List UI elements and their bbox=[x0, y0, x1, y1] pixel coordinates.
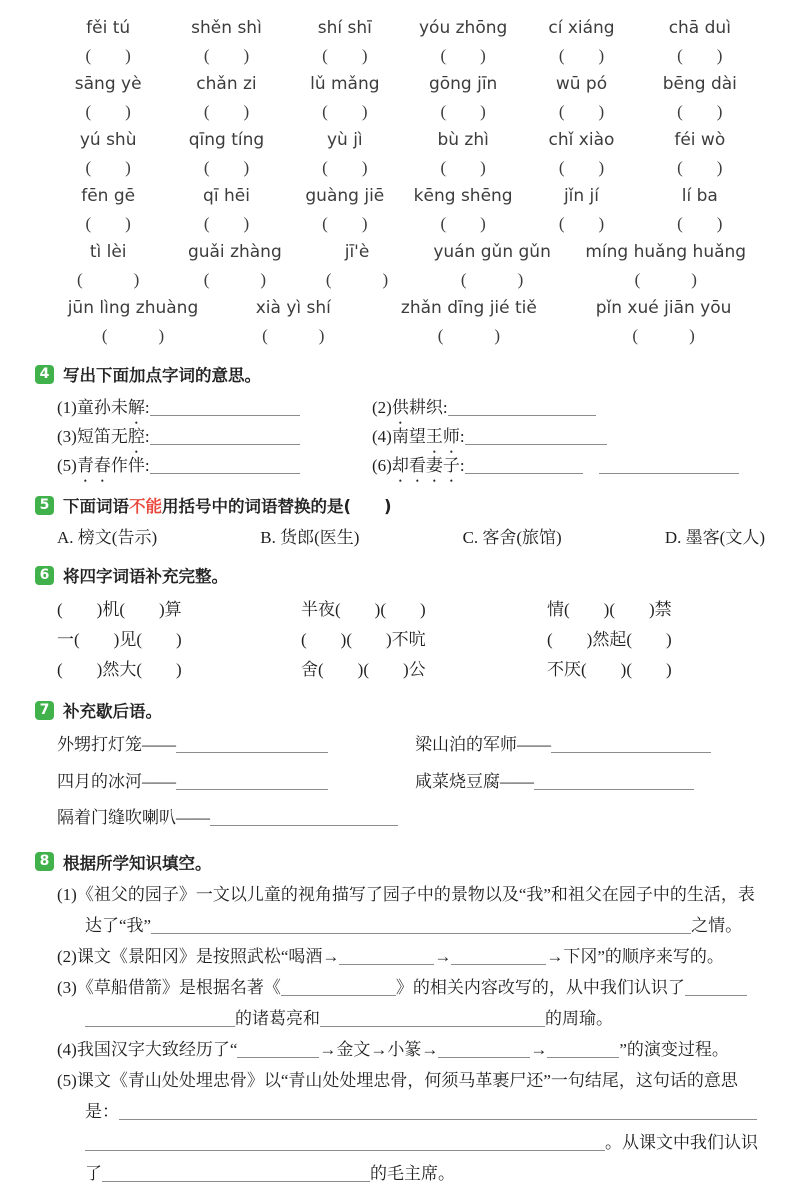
paren-blank: ( ) bbox=[558, 158, 605, 177]
exercise-item bbox=[57, 451, 372, 480]
pinyin-cell bbox=[404, 70, 522, 125]
xiehouyu-item bbox=[57, 764, 415, 801]
fill-in-item bbox=[57, 972, 765, 1034]
section-5 bbox=[35, 493, 765, 550]
exercise-item bbox=[57, 422, 372, 451]
item-label: (1) bbox=[57, 398, 77, 417]
pinyin-cell bbox=[49, 70, 167, 125]
pinyin-cell bbox=[286, 182, 404, 237]
idiom-blank: 不厌( )( ) bbox=[547, 660, 672, 679]
option-b: B. 货郎(医生) bbox=[260, 528, 360, 547]
paren-blank: ( ) bbox=[558, 46, 605, 65]
pinyin-word: qī hēi bbox=[203, 186, 250, 206]
section-5-title bbox=[63, 493, 392, 517]
answer-blank bbox=[85, 1009, 235, 1026]
pinyin-word: zhǎn dīng jié tiě bbox=[400, 298, 537, 318]
section-7 bbox=[35, 698, 765, 837]
pinyin-exercise bbox=[35, 14, 765, 349]
answer-blank bbox=[237, 1040, 319, 1057]
paren-blank: ( ) bbox=[437, 326, 501, 345]
xiehouyu-item bbox=[415, 764, 765, 801]
text-segment: (5)课文《青山处处埋忠骨》以“青山处处埋忠骨，何须马革裹尸还”一句结尾，这句话的意思是： bbox=[57, 1070, 738, 1121]
answer-blank bbox=[339, 947, 434, 964]
char: 看 bbox=[408, 456, 426, 475]
section-7-badge: 7 bbox=[35, 701, 54, 720]
exercise-item bbox=[57, 393, 372, 422]
pinyin-cell bbox=[641, 14, 759, 69]
text-segment: 四月的冰河—— bbox=[57, 771, 176, 791]
paren-blank: ( ) bbox=[203, 158, 250, 177]
section-8-items bbox=[35, 879, 765, 1189]
pinyin-word: féi wò bbox=[674, 130, 726, 150]
pinyin-row bbox=[49, 182, 759, 237]
char: 笛 bbox=[93, 427, 111, 446]
dotted-phrase bbox=[77, 427, 145, 446]
idiom-blank: ( )机( )算 bbox=[57, 600, 182, 619]
pinyin-word: yuán gǔn gǔn bbox=[433, 242, 551, 262]
pinyin-cell bbox=[522, 70, 640, 125]
pinyin-row bbox=[49, 14, 759, 69]
section-4 bbox=[35, 362, 765, 480]
pinyin-word: fěi tú bbox=[86, 18, 131, 38]
dotted-phrase bbox=[77, 398, 145, 417]
paren-blank: ( ) bbox=[558, 102, 605, 121]
item-tail bbox=[460, 427, 607, 446]
text-segment: 。从课文中我们认识 bbox=[605, 1132, 758, 1152]
pinyin-cell bbox=[641, 182, 759, 237]
char: 未 bbox=[110, 398, 128, 417]
paren-blank: ( ) bbox=[460, 270, 524, 289]
item-label: (5) bbox=[57, 456, 77, 475]
idiom-blank: 半夜( )( ) bbox=[301, 600, 426, 619]
section-8 bbox=[35, 850, 765, 1189]
text-segment: →下冈”的顺序来写的。 bbox=[546, 946, 724, 966]
char: 短 bbox=[76, 427, 94, 446]
dotted-phrase bbox=[392, 398, 443, 417]
answer-blank bbox=[119, 1102, 757, 1119]
pinyin-word: fēn gē bbox=[81, 186, 136, 206]
exercise-item bbox=[372, 451, 765, 480]
pinyin-cell bbox=[302, 238, 411, 293]
answer-blank bbox=[685, 978, 747, 995]
section-8-badge: 8 bbox=[35, 852, 54, 871]
option-d: D. 墨客(文人) bbox=[664, 528, 765, 547]
char: 供 bbox=[391, 398, 409, 417]
item-tail bbox=[460, 456, 739, 475]
text-segment: 之情。 bbox=[691, 915, 743, 935]
dotted-phrase bbox=[392, 456, 460, 475]
paren-blank: ( ) bbox=[203, 214, 250, 233]
paren-blank: ( ) bbox=[440, 214, 486, 233]
pinyin-cell bbox=[49, 294, 217, 349]
answer-blank bbox=[438, 1040, 530, 1057]
section-7-title: 补充歇后语。 bbox=[63, 702, 162, 721]
paren-blank: ( ) bbox=[322, 158, 368, 177]
char: 师 bbox=[442, 427, 460, 446]
section-7-heading bbox=[35, 698, 765, 722]
answer-blank bbox=[448, 399, 596, 416]
idiom-blank: 舍( )( )公 bbox=[301, 660, 426, 679]
pinyin-cell bbox=[286, 126, 404, 181]
pinyin-row bbox=[49, 70, 759, 125]
char: 王 bbox=[425, 427, 443, 446]
paren-blank: ( ) bbox=[262, 326, 325, 345]
paren-blank: ( ) bbox=[634, 270, 697, 289]
answer-blank bbox=[150, 428, 300, 445]
pinyin-row bbox=[49, 238, 759, 293]
title-highlight: 不能 bbox=[129, 497, 162, 516]
char: 妻 bbox=[425, 456, 443, 475]
answer-blank bbox=[281, 978, 396, 995]
answer-blank bbox=[465, 428, 607, 445]
pinyin-cell bbox=[404, 182, 522, 237]
section-6-title: 将四字词语补充完整。 bbox=[63, 567, 228, 586]
answer-blank bbox=[210, 809, 398, 826]
item-label: (4) bbox=[372, 427, 392, 446]
pinyin-cell bbox=[641, 126, 759, 181]
pinyin-word: kēng shēng bbox=[413, 186, 513, 206]
section-4-title: 写出下面加点字词的意思。 bbox=[63, 366, 261, 385]
paren-blank: ( ) bbox=[77, 270, 140, 289]
text-segment: 的毛主席。 bbox=[370, 1163, 455, 1183]
answer-blank bbox=[451, 947, 546, 964]
char: 无 bbox=[110, 427, 128, 446]
char: 伴 bbox=[127, 456, 145, 475]
char: 解 bbox=[127, 398, 145, 417]
fill-in-item bbox=[57, 1065, 765, 1189]
text-segment: 了 bbox=[85, 1163, 102, 1183]
paren-blank: ( ) bbox=[677, 158, 723, 177]
pinyin-word: yóu zhōng bbox=[418, 18, 508, 38]
idiom-blank: ( )然起( ) bbox=[547, 630, 672, 649]
pinyin-word: bēng dài bbox=[662, 74, 737, 94]
answer-blank bbox=[465, 457, 583, 474]
pinyin-word: guǎi zhàng bbox=[187, 242, 282, 262]
paren-blank: ( ) bbox=[85, 214, 131, 233]
answer-blank bbox=[599, 457, 739, 474]
paren-blank: ( ) bbox=[440, 46, 486, 65]
section-4-heading bbox=[35, 362, 765, 386]
answer-blank bbox=[547, 1040, 619, 1057]
paren-blank: ( ) bbox=[85, 102, 131, 121]
section-6 bbox=[35, 563, 765, 685]
pinyin-word: jūn lìng zhuàng bbox=[67, 298, 199, 318]
section-6-badge: 6 bbox=[35, 566, 54, 585]
pinyin-word: cí xiáng bbox=[548, 18, 615, 38]
item-tail bbox=[145, 427, 300, 446]
pinyin-word: chǐ xiào bbox=[548, 130, 615, 150]
text-segment: 的周瑜。 bbox=[545, 1008, 613, 1028]
pinyin-word: lí ba bbox=[681, 186, 718, 206]
pinyin-word: jǐn jí bbox=[563, 186, 600, 206]
char: 春 bbox=[93, 456, 111, 475]
text-segment: ”的演变过程。 bbox=[619, 1039, 729, 1059]
pinyin-word: chā duì bbox=[668, 18, 731, 38]
char: 耕 bbox=[408, 398, 426, 417]
pinyin-cell bbox=[49, 182, 167, 237]
answer-blank bbox=[320, 1009, 545, 1026]
pinyin-cell bbox=[286, 70, 404, 125]
pinyin-cell bbox=[167, 182, 285, 237]
paren-blank: ( ) bbox=[440, 102, 486, 121]
answer-blank bbox=[534, 772, 694, 789]
text-segment: 咸菜烧豆腐—— bbox=[415, 771, 534, 791]
text-segment: (1)《祖父的园子》一文以儿童的视角描写了园子中的景物以及“我”和祖父在园子中的生活，表达了“我” bbox=[57, 884, 755, 935]
text-segment: : bbox=[442, 398, 448, 417]
text-segment: (2)课文《景阳冈》是按照武松“喝酒→ bbox=[57, 946, 340, 966]
dotted-phrase bbox=[77, 456, 145, 475]
option-a: A. 榜文(告示) bbox=[57, 528, 158, 547]
char: 青 bbox=[76, 456, 94, 475]
answer-blank bbox=[150, 457, 300, 474]
pinyin-cell bbox=[522, 14, 640, 69]
idiom-blank: 一( )见( ) bbox=[57, 630, 182, 649]
title-pre: 下面词语 bbox=[63, 497, 129, 516]
pinyin-word: sāng yè bbox=[74, 74, 142, 94]
paren-blank: ( ) bbox=[440, 158, 486, 177]
answer-blank bbox=[176, 736, 328, 753]
char: 孙 bbox=[93, 398, 111, 417]
char: 望 bbox=[408, 427, 426, 446]
paren-blank: ( ) bbox=[677, 46, 723, 65]
paren-blank: ( ) bbox=[322, 46, 368, 65]
exercise-item bbox=[372, 393, 765, 422]
pinyin-cell bbox=[572, 238, 759, 293]
paren-blank: ( ) bbox=[101, 326, 165, 345]
answer-blank bbox=[150, 399, 300, 416]
pinyin-row bbox=[49, 126, 759, 181]
text-segment: →金文→小篆→ bbox=[319, 1039, 439, 1059]
section-4-badge: 4 bbox=[35, 365, 54, 384]
pinyin-cell bbox=[404, 14, 522, 69]
text-segment: 外甥打灯笼—— bbox=[57, 735, 176, 754]
section-8-heading bbox=[35, 850, 765, 874]
answer-blank bbox=[551, 736, 711, 753]
char: 南 bbox=[391, 427, 409, 446]
section-8-title: 根据所学知识填空。 bbox=[63, 853, 212, 873]
answer-blank bbox=[151, 916, 691, 933]
char: 作 bbox=[110, 456, 128, 475]
paren-blank: ( ) bbox=[322, 102, 368, 121]
pinyin-cell bbox=[641, 70, 759, 125]
paren-blank: ( ) bbox=[322, 214, 368, 233]
option-c: C. 客舍(旅馆) bbox=[462, 528, 562, 547]
text-segment: : bbox=[144, 456, 150, 475]
paren-blank: ( ) bbox=[85, 46, 131, 65]
xiehouyu-item bbox=[57, 800, 415, 837]
text-segment: 的诸葛亮和 bbox=[235, 1008, 320, 1028]
text-segment: 隔着门缝吹喇叭—— bbox=[57, 808, 210, 827]
exercise-item bbox=[372, 422, 765, 451]
pinyin-cell bbox=[568, 294, 759, 349]
paren-blank: ( ) bbox=[203, 102, 250, 121]
pinyin-word: yú shù bbox=[79, 130, 137, 150]
section-7-items bbox=[35, 727, 765, 837]
item-tail bbox=[443, 398, 596, 417]
item-tail bbox=[145, 398, 300, 417]
pinyin-word: qīng tíng bbox=[188, 130, 265, 150]
fill-in-item bbox=[57, 941, 765, 972]
pinyin-word: chǎn zi bbox=[196, 74, 257, 94]
fill-in-item bbox=[57, 879, 765, 941]
pinyin-cell bbox=[522, 126, 640, 181]
section-5-heading bbox=[35, 493, 765, 517]
paren-blank: ( ) bbox=[558, 214, 605, 233]
pinyin-word: xià yì shí bbox=[255, 298, 331, 318]
section-5-options bbox=[35, 526, 765, 550]
item-label: (3) bbox=[57, 427, 77, 446]
char: 童 bbox=[76, 398, 94, 417]
xiehouyu-item bbox=[57, 727, 415, 764]
pinyin-cell bbox=[49, 238, 167, 293]
pinyin-word: pǐn xué jiān yōu bbox=[595, 298, 732, 318]
paren-blank: ( ) bbox=[632, 326, 695, 345]
pinyin-cell bbox=[167, 14, 285, 69]
item-label: (6) bbox=[372, 456, 392, 475]
text-segment: → bbox=[530, 1039, 548, 1059]
paren-blank: ( ) bbox=[203, 46, 250, 65]
pinyin-cell bbox=[217, 294, 370, 349]
text-segment: 》的相关内容改写的，从中我们认识了 bbox=[395, 977, 685, 997]
pinyin-word: tì lèi bbox=[89, 242, 127, 262]
text-segment: (4)我国汉字大致经历了“ bbox=[57, 1039, 238, 1059]
pinyin-word: guàng jiē bbox=[305, 186, 385, 206]
pinyin-word: yù jì bbox=[326, 130, 363, 150]
dotted-phrase bbox=[392, 427, 460, 446]
section-6-heading bbox=[35, 563, 765, 587]
answer-blank bbox=[176, 772, 328, 789]
paren-blank: ( ) bbox=[325, 270, 389, 289]
text-segment: : bbox=[459, 456, 465, 475]
title-post: 用括号中的词语替换的是( ) bbox=[162, 497, 392, 516]
answer-blank bbox=[102, 1164, 370, 1181]
pinyin-cell bbox=[167, 238, 302, 293]
pinyin-cell bbox=[167, 126, 285, 181]
pinyin-word: bù zhì bbox=[437, 130, 489, 150]
pinyin-word: shěn shì bbox=[191, 18, 262, 38]
pinyin-cell bbox=[412, 238, 573, 293]
item-label: (2) bbox=[372, 398, 392, 417]
paren-blank: ( ) bbox=[203, 270, 267, 289]
xiehouyu-item bbox=[415, 727, 765, 764]
paren-blank: ( ) bbox=[677, 214, 723, 233]
item-tail bbox=[145, 456, 300, 475]
idiom-blank: ( )( )不吭 bbox=[301, 630, 426, 649]
pinyin-word: lǔ mǎng bbox=[310, 74, 380, 94]
pinyin-word: míng huǎng huǎng bbox=[585, 242, 747, 262]
pinyin-cell bbox=[286, 14, 404, 69]
section-4-items bbox=[35, 393, 765, 480]
section-5-badge: 5 bbox=[35, 496, 54, 515]
pinyin-word: shí shī bbox=[317, 18, 372, 38]
section-6-grid bbox=[35, 595, 765, 685]
text-segment: : bbox=[144, 427, 150, 446]
text-segment: → bbox=[434, 946, 452, 966]
pinyin-cell bbox=[167, 70, 285, 125]
char: 腔 bbox=[127, 427, 145, 446]
pinyin-word: gōng jīn bbox=[428, 74, 498, 94]
idiom-blank: ( )然大( ) bbox=[57, 660, 182, 679]
pinyin-cell bbox=[404, 126, 522, 181]
pinyin-cell bbox=[49, 14, 167, 69]
text-segment: : bbox=[144, 398, 150, 417]
fill-in-item bbox=[57, 1034, 765, 1065]
paren-blank: ( ) bbox=[85, 158, 131, 177]
char: 却 bbox=[391, 456, 409, 475]
char: 子 bbox=[442, 456, 460, 475]
answer-blank bbox=[85, 1133, 605, 1150]
idiom-blank: 情( )( )禁 bbox=[547, 600, 672, 619]
pinyin-cell bbox=[522, 182, 640, 237]
pinyin-word: wū pó bbox=[555, 74, 608, 94]
pinyin-row bbox=[49, 294, 759, 349]
pinyin-word: jī'è bbox=[344, 242, 370, 262]
pinyin-cell bbox=[370, 294, 569, 349]
paren-blank: ( ) bbox=[677, 102, 723, 121]
text-segment: : bbox=[459, 427, 465, 446]
pinyin-cell bbox=[49, 126, 167, 181]
char: 织 bbox=[425, 398, 443, 417]
text-segment: (3)《草船借箭》是根据名著《 bbox=[57, 977, 281, 997]
text-segment: 梁山泊的军师—— bbox=[415, 735, 551, 754]
